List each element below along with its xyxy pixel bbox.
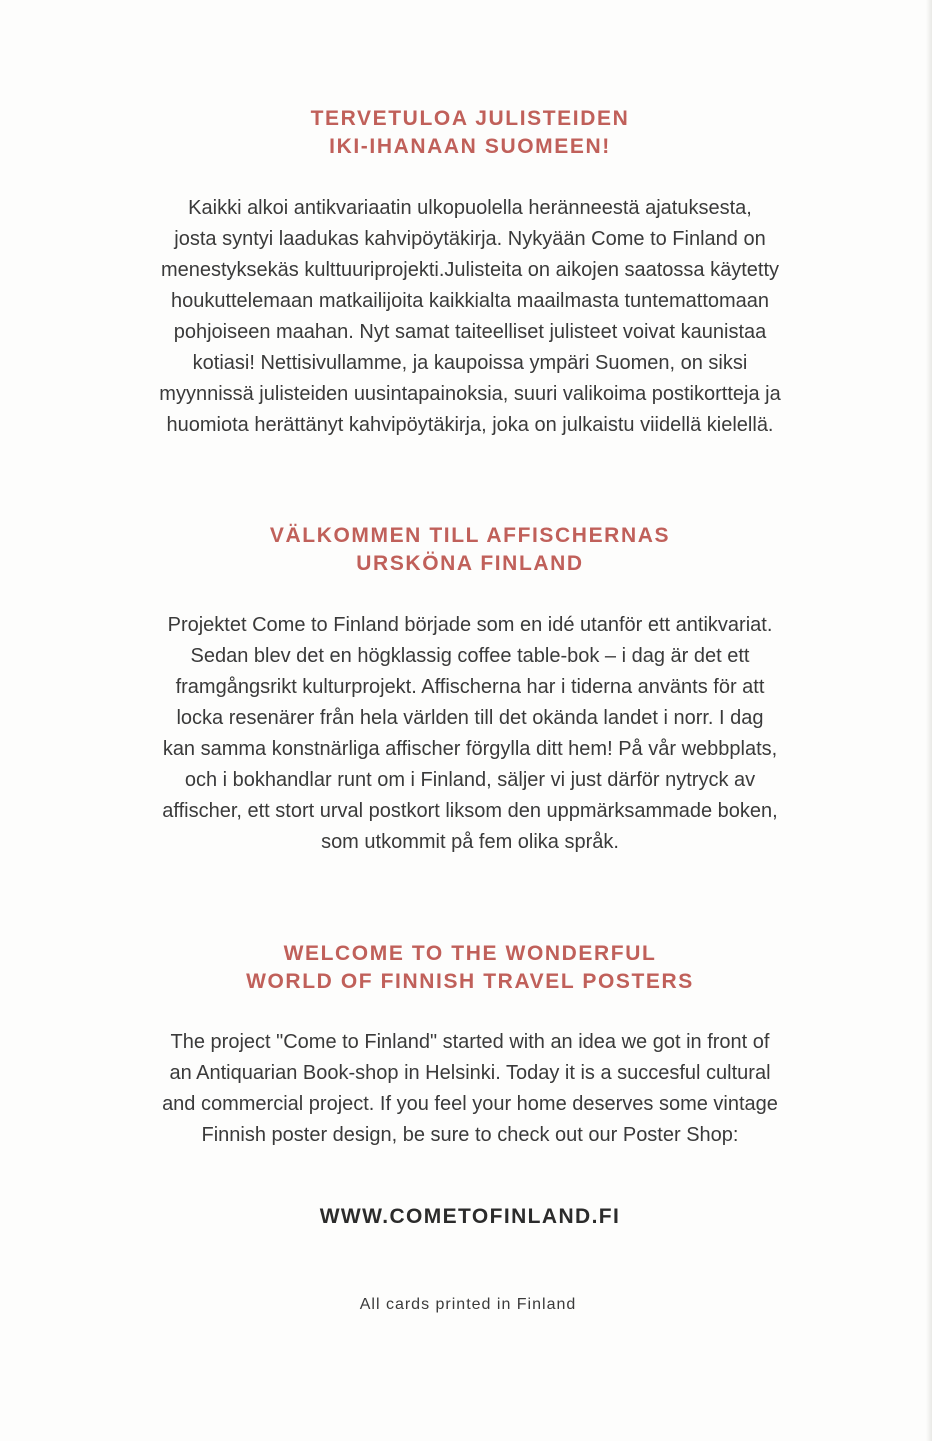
swedish-paragraph-line: Sedan blev det en högklassig coffee table-bok – i dag är det ett [190,645,750,667]
swedish-paragraph [0,610,932,858]
english-heading-line: WELCOME TO THE WONDERFUL [283,942,657,965]
swedish-paragraph-line: affischer, ett stort urval postkort liksom den uppmärksammade boken, [162,800,778,822]
finnish-paragraph-line: kotiasi! Nettisivullamme, ja kaupoissa ympäri Suomen, on siksi [192,352,748,374]
website-url: WWW.COMETOFINLAND.FI [319,1205,621,1228]
swedish-paragraph-line: framgångsrikt kulturprojekt. Affischerna har i tiderna använts för att [175,676,765,698]
english-paragraph-line: Finnish poster design, be sure to check out our Poster Shop: [201,1124,739,1146]
english-heading [0,940,932,996]
printed-in-note: All cards printed in Finland [359,1296,577,1313]
finnish-paragraph-line: huomiota herättänyt kahvipöytäkirja, joka on julkaistu viidellä kielellä. [166,414,774,436]
swedish-heading [0,522,932,578]
finnish-heading-line: IKI-IHANAAN SUOMEEN! [329,135,611,158]
english-paragraph-line: The project "Come to Finland" started with an idea we got in front of [170,1031,770,1053]
finnish-paragraph [0,193,932,441]
english-paragraph [0,1027,932,1151]
swedish-paragraph-line: Projektet Come to Finland började som en idé utanför ett antikvariat. [167,614,773,636]
finnish-paragraph-line: myynnissä julisteiden uusintapainoksia, suuri valikoima postikortteja ja [159,383,781,405]
swedish-heading-line: URSKÖNA FINLAND [356,552,584,575]
finnish-paragraph-line: houkuttelemaan matkailijoita kaikkialta maailmasta tuntemattomaan [170,290,770,312]
finnish-paragraph-line: Kaikki alkoi antikvariaatin ulkopuolella heränneestä ajatuksesta, [188,197,752,219]
english-paragraph-line: and commercial project. If you feel your home deserves some vintage [162,1093,778,1115]
finnish-paragraph-line: josta syntyi laadukas kahvipöytäkirja. Nykyään Come to Finland on [174,228,766,250]
finnish-heading-line: TERVETULOA JULISTEIDEN [310,107,630,130]
swedish-paragraph-line: som utkommit på fem olika språk. [321,831,619,853]
swedish-paragraph-line: kan samma konstnärliga affischer förgylla ditt hem! På vår webbplats, [162,738,778,760]
swedish-paragraph-line: locka resenärer från hela världen till det okända landet i norr. I dag [176,707,764,729]
finnish-heading [0,105,932,161]
english-paragraph-line: an Antiquarian Book-shop in Helsinki. Today it is a succesful cultural [169,1062,771,1084]
finnish-paragraph-line: menestyksekäs kulttuuriprojekti.Julisteita on aikojen saatossa käytetty [160,259,780,281]
swedish-paragraph-line: och i bokhandlar runt om i Finland, säljer vi just därför nytryck av [184,769,756,791]
english-heading-line: WORLD OF FINNISH TRAVEL POSTERS [246,970,694,993]
finnish-paragraph-line: pohjoiseen maahan. Nyt samat taiteelliset julisteet voivat kaunistaa [173,321,767,343]
swedish-heading-line: VÄLKOMMEN TILL AFFISCHERNAS [269,524,671,547]
